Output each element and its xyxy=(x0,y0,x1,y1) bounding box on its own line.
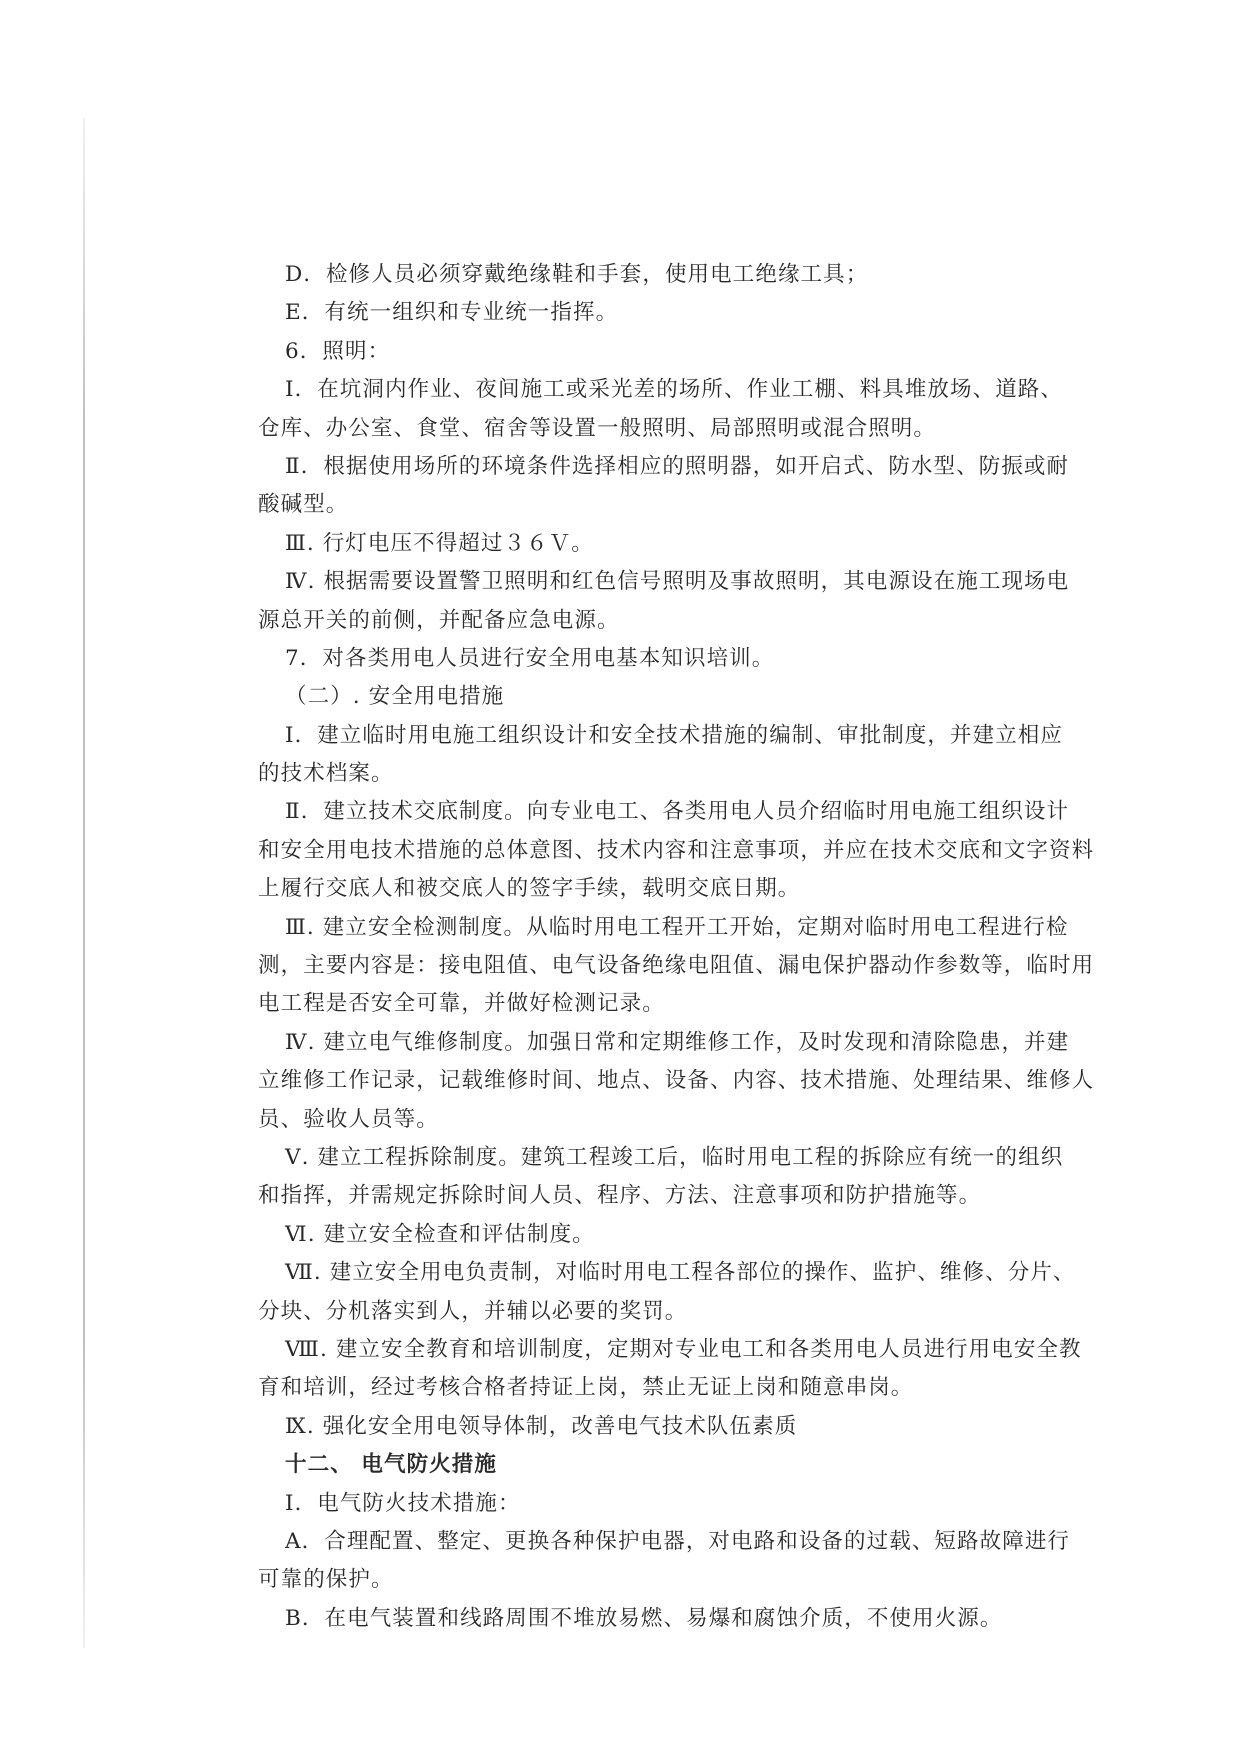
text-line: Ⅰ．在坑洞内作业、夜间施工或采光差的场所、作业工棚、料具堆放场、道路、 xyxy=(285,377,1063,403)
text-line: 的技术档案。 xyxy=(258,761,394,787)
text-line: Ⅸ. 强化安全用电领导体制，改善电气技术队伍素质 xyxy=(285,1413,798,1439)
text-line: 上履行交底人和被交底人的签字手续，载明交底日期。 xyxy=(258,876,801,902)
scan-edge-line xyxy=(83,118,85,1648)
text-line: Ⅴ. 建立工程拆除制度。建筑工程竣工后，临时用电工程的拆除应有统一的组织 xyxy=(285,1144,1064,1170)
text-line: D．检修人员必须穿戴绝缘鞋和手套，使用电工绝缘工具； xyxy=(285,262,869,287)
text-line: Ⅲ. 行灯电压不得超过３６Ｖ。 xyxy=(285,530,594,556)
text-line: Ⅱ．建立技术交底制度。向专业电工、各类用电人员介绍临时用电施工组织设计 xyxy=(285,799,1070,825)
text-line: 电工程是否安全可靠，并做好检测记录。 xyxy=(258,991,665,1017)
text-line: Ⅳ. 建立电气维修制度。加强日常和定期维修工作，及时发现和清除隐患，并建 xyxy=(285,1029,1070,1055)
text-line: 源总开关的前侧，并配备应急电源。 xyxy=(258,607,620,633)
text-line: B．在电气装置和线路周围不堆放易燃、易爆和腐蚀介质，不使用火源。 xyxy=(285,1605,1003,1631)
text-line: 仓库、办公室、食堂、宿舍等设置一般照明、局部照明或混合照明。 xyxy=(258,415,937,441)
text-line: Ⅳ. 根据需要设置警卫照明和红色信号照明及事故照明，其电源设在施工现场电 xyxy=(285,569,1070,595)
text-line: Ⅰ．电气防火技术措施： xyxy=(285,1490,521,1516)
text-line: 育和培训，经过考核合格者持证上岗，禁止无证上岗和随意串岗。 xyxy=(258,1375,914,1401)
text-line: Ⅰ．建立临时用电施工组织设计和安全技术措施的编制、审批制度，并建立相应 xyxy=(285,722,1063,748)
text-line: 可靠的保护。 xyxy=(258,1567,394,1593)
text-line: Ⅵ. 建立安全检查和评估制度。 xyxy=(285,1221,595,1247)
text-line: Ⅱ．根据使用场所的环境条件选择相应的照明器，如开启式、防水型、防振或耐 xyxy=(285,453,1070,479)
text-line: E．有统一组织和专业统一指挥。 xyxy=(285,300,619,326)
text-line: 6．照明： xyxy=(285,338,391,364)
text-line: A．合理配置、整定、更换各种保护电器，对电路和设备的过载、短路故障进行 xyxy=(285,1528,1071,1554)
text-line: 酸碱型。 xyxy=(258,492,349,518)
text-line: 和指挥，并需规定拆除时间人员、程序、方法、注意事项和防护措施等。 xyxy=(258,1183,982,1209)
section-heading: （二）. 安全用电措施 xyxy=(285,684,505,710)
text-line: 和安全用电技术措施的总体意图、技术内容和注意事项，并应在技术交底和文字资料 xyxy=(258,837,1095,863)
text-line: 立维修工作记录，记载维修时间、地点、设备、内容、技术措施、处理结果、维修人 xyxy=(258,1068,1095,1094)
text-line: 7．对各类用电人员进行安全用电基本知识培训。 xyxy=(285,645,775,671)
text-line: Ⅲ. 建立安全检测制度。从临时用电工程开工开始，定期对临时用电工程进行检 xyxy=(285,914,1069,940)
text-line: 测，主要内容是：接电阻值、电气设备绝缘电阻值、漏电保护器动作参数等，临时用 xyxy=(258,953,1095,979)
text-line: Ⅷ. 建立安全教育和培训制度，定期对专业电工和各类用电人员进行用电安全教 xyxy=(285,1336,1082,1362)
chapter-heading: 十二、 电气防火措施 xyxy=(285,1452,497,1478)
text-line: Ⅶ. 建立安全用电负责制，对临时用电工程各部位的操作、监护、维修、分片、 xyxy=(285,1260,1076,1286)
document-body xyxy=(258,256,1095,1638)
text-line: 分块、分机落实到人，并辅以必要的奖罚。 xyxy=(258,1298,688,1324)
text-line: 员、验收人员等。 xyxy=(258,1106,439,1132)
